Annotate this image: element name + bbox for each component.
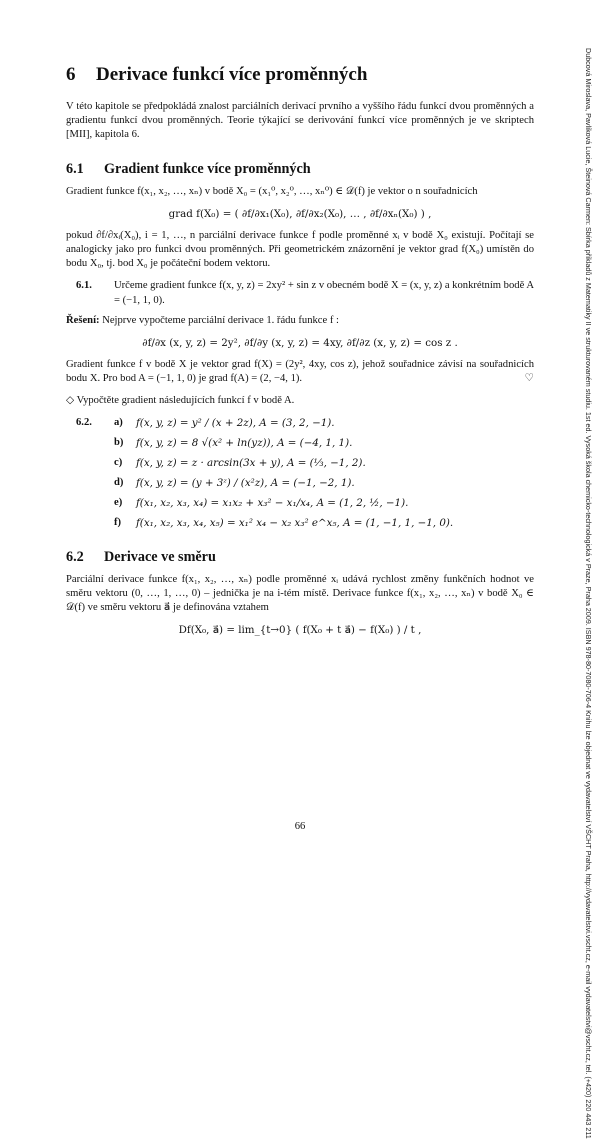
section-title: Derivace ve směru bbox=[104, 548, 216, 565]
solution bbox=[66, 314, 534, 328]
task-letter: b) bbox=[114, 436, 124, 448]
chapter-number: 6 bbox=[66, 64, 76, 85]
task-list bbox=[66, 415, 534, 531]
chapter-title: Derivace funkcí více proměnných bbox=[96, 64, 368, 85]
task-expression: f(x, y, z) = z · arcsin(3x + y), A = (⅓, −1, 2). bbox=[136, 456, 366, 469]
task-number: 6.2. bbox=[76, 416, 92, 428]
task-item bbox=[66, 495, 534, 511]
task-item bbox=[66, 455, 534, 471]
solution-text: Nejprve vypočteme parciální derivace 1. řádu funkce f : bbox=[102, 314, 339, 326]
conclusion-text: Gradient funkce f v bodě X je vektor grad f(X) = (2y², 4xy, cos z), jehož souřadnice závisí na souřadnicích bodu X. Pro bod A = (−1, 1, 0) je grad f(A) = (2, −4, 1). bbox=[66, 359, 534, 385]
directional-definition: Parciální derivace funkce f(x₁, x₂, …, xₙ) podle proměnné xᵢ udává rychlost změny funkčních hodnot ve směru vektoru (0, …, 1, …, 0) – jednička je na i-tém místě. Derivace funkce f(x₁, x₂, …, xₙ) v bodě X₀ ∈ 𝒟(f) ve směru vektoru a⃗ je definována vztahem bbox=[66, 573, 534, 614]
task-item bbox=[66, 415, 534, 431]
task-expression: f(x, y, z) = (y + 3ᶻ) / (x²z), A = (−1, −2, 1). bbox=[136, 476, 355, 489]
example-text: Určeme gradient funkce f(x, y, z) = 2xy² + sin z v obecném bodě X = (x, y, z) a konkrétním bodě A = (−1, 1, 0). bbox=[114, 280, 534, 306]
example-6-1 bbox=[66, 279, 534, 307]
page-number: 66 bbox=[294, 821, 306, 832]
section-heading-directional bbox=[66, 547, 534, 567]
side-note bbox=[565, 48, 595, 1139]
section-heading-gradient bbox=[66, 159, 534, 179]
end-mark-icon: ♡ bbox=[524, 373, 534, 385]
gradient-explanation: pokud ∂f/∂xᵢ(X₀), i = 1, …, n parciální derivace funkce f podle proměnné xᵢ v bodě X₀ existují. Počítají se analogicky jako pro funkci dvou proměnných. Při geometrickém znázornění je vektor grad f(X₀) umístěn do bodu X₀, tj. bod X₀ je počáteční bodem vektoru. bbox=[66, 229, 534, 270]
task-expression: f(x₁, x₂, x₃, x₄) = x₁x₂ + x₃² − x₁/x₄, A = (1, 2, ½, −1). bbox=[136, 496, 409, 509]
task-letter: a) bbox=[114, 416, 123, 428]
task-letter: c) bbox=[114, 456, 123, 468]
task-item bbox=[66, 475, 534, 491]
side-note-text: Dubcová Miroslava, Pavlíková Lucie, Šteinová Carmen: Sbírka příkladů z Matematiky II ve strukturovaném studiu. 1st ed. Vysoká škola chemicko-technologická v Praze, Praha 2009. ISBN 978-80-7080-706-4 Knihu lze objednat ve vydavatelství VŠCHT Praha, http://vydavatelstvi.vscht.cz, e-mail vydavatelstvi@vscht.cz, tel. (+420) 220 443 211 bbox=[584, 48, 593, 1139]
task-letter: f) bbox=[114, 516, 122, 528]
section-title: Gradient funkce více proměnných bbox=[104, 160, 311, 177]
task-intro: ◇ Vypočtěte gradient následujících funkcí f v bodě A. bbox=[66, 395, 295, 407]
intro-paragraph: V této kapitole se předpokládá znalost parciálních derivací prvního a vyššího řádu funkcí dvou proměnných a gradientu funkcí dvou proměnných. Teorie týkající se derivování funkcí více proměnných je ve skriptech [MII], kapitola 6. bbox=[66, 101, 534, 141]
solution-conclusion bbox=[66, 358, 534, 386]
directional-formula: Df(X₀, a⃗) = lim_{t→0} ( f(X₀ + t a⃗) − f(X₀) ) / t , bbox=[178, 624, 422, 637]
task-item bbox=[66, 435, 534, 451]
section-number: 6.2 bbox=[66, 548, 84, 565]
solution-label: Řešení: bbox=[66, 314, 100, 326]
page-content bbox=[66, 62, 534, 645]
task-item bbox=[66, 515, 534, 531]
task-letter: e) bbox=[114, 496, 123, 508]
partial-derivatives: ∂f/∂x (x, y, z) = 2y², ∂f/∂y (x, y, z) = 4xy, ∂f/∂z (x, y, z) = cos z . bbox=[142, 337, 458, 350]
task-expression: f(x, y, z) = 8 √(x² + ln(yz)), A = (−4, 1, 1). bbox=[136, 436, 353, 449]
gradient-formula: grad f(X₀) = ( ∂f/∂x₁(X₀), ∂f/∂x₂(X₀), … , ∂f/∂xₙ(X₀) ) , bbox=[168, 207, 432, 220]
section-number: 6.1 bbox=[66, 160, 84, 177]
chapter-heading bbox=[66, 62, 534, 88]
task-expression: f(x₁, x₂, x₃, x₄, x₅) = x₁² x₄ − x₂ x₃² e^x₅, A = (1, −1, 1, −1, 0). bbox=[136, 516, 454, 529]
gradient-definition: Gradient funkce f(x₁, x₂, …, xₙ) v bodě X₀ = (x₁⁰, x₂⁰, …, xₙ⁰) ∈ 𝒟(f) je vektor o n souřadnicích bbox=[66, 185, 478, 197]
task-expression: f(x, y, z) = y² / (x + 2z), A = (3, 2, −1). bbox=[136, 416, 335, 429]
task-letter: d) bbox=[114, 476, 124, 488]
example-number: 6.1. bbox=[76, 280, 92, 292]
